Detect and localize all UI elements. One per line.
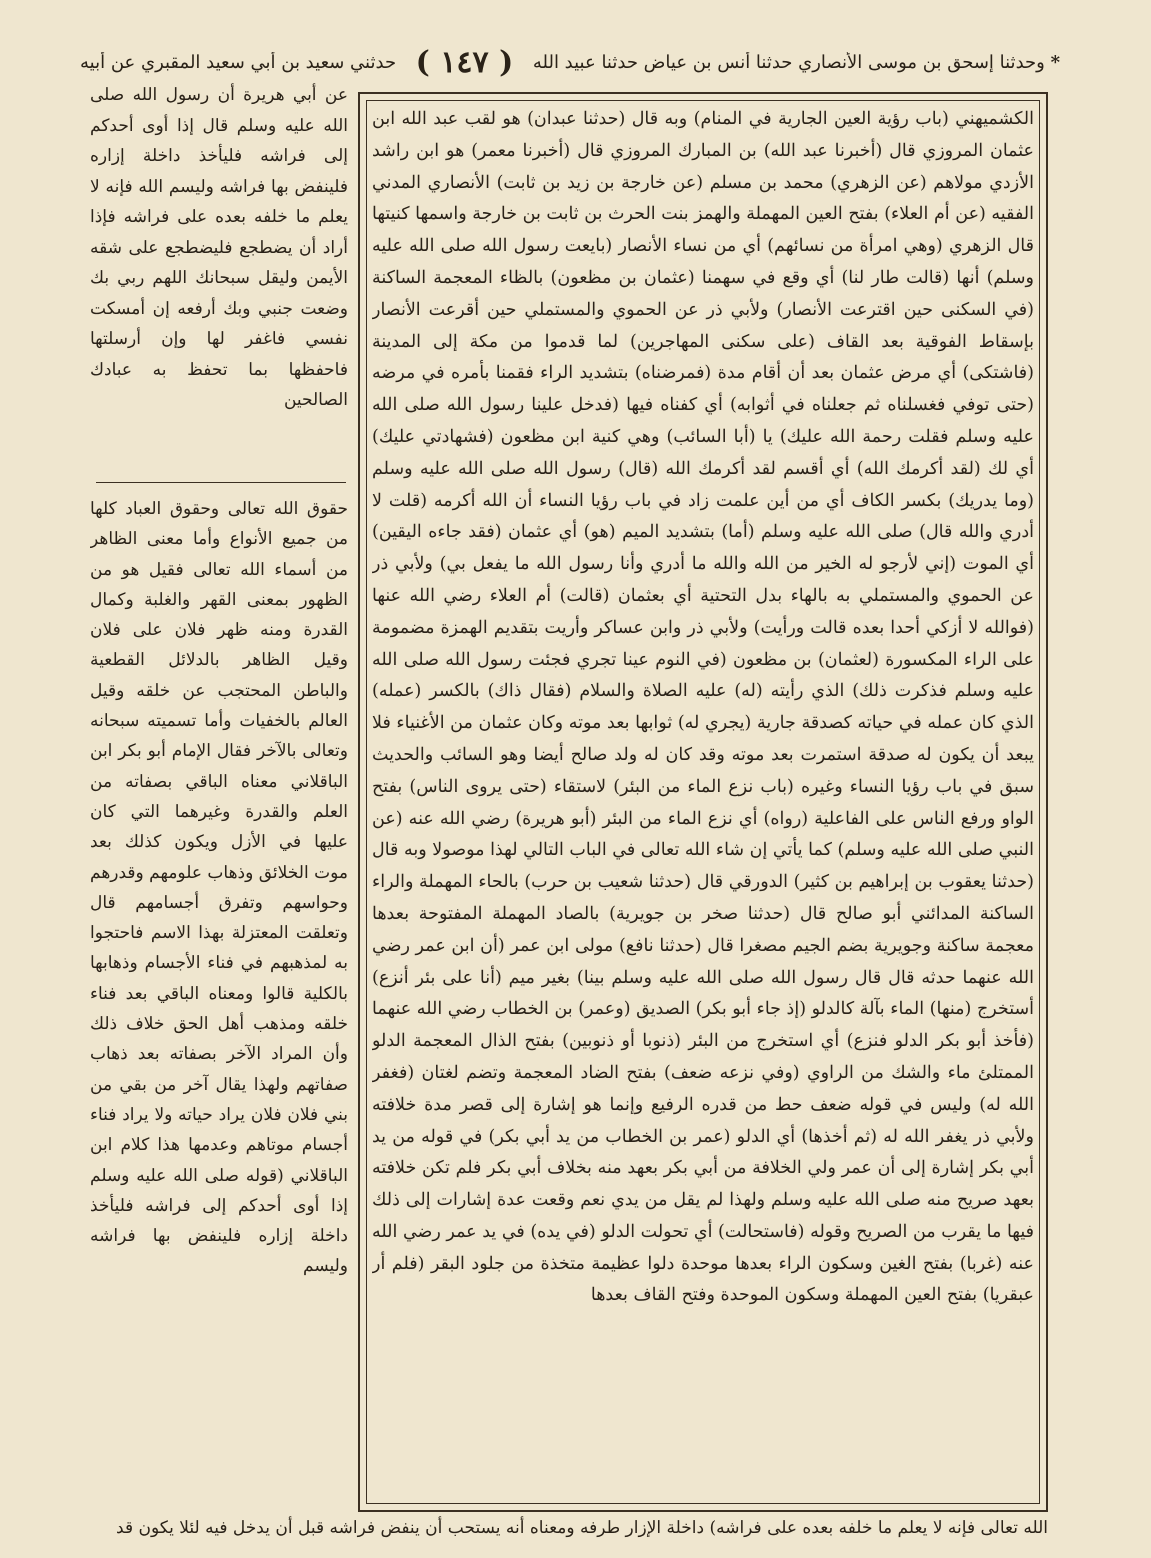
header-star-marker: *: [1050, 51, 1060, 73]
header-right-text: [533, 52, 1060, 73]
page-header: [80, 42, 1060, 82]
margin-divider: [96, 482, 346, 483]
commentary-margin-text: حقوق الله تعالى وحقوق العباد كلها من جميع الأنواع وأما معنى الظاهر من أسماء الله تعالى فقيل هو من الظهور بمعنى القهر والغلبة وكمال القدرة ومنه ظهر فلان على فلان وقيل الظاهر بالدلائل القطعية والباطن المحتجب عن خلقه وقيل العالم بالخفيات وأما تسميته سبحانه وتعالى بالآخر فقال الإمام أبو بكر ابن الباقلاني معناه الباقي بصفاته من العلم والقدرة وغيرهما التي كان عليها في الأزل ويكون كذلك بعد موت الخلائق وذهاب علومهم وقدرهم وحواسهم وتفرق أجسامهم قال وتعلقت المعتزلة بهذا الاسم فاحتجوا به لمذهبهم في فناء الأجسام وذهابها بالكلية قالوا ومعناه الباقي بعد فناء خلقه ومذهب أهل الحق خلاف ذلك وأن المراد الآخر بصفاته بعد ذهاب صفاتهم ولهذا يقال آخر من بقي من بني فلان فلان يراد حياته ولا يراد فناء أجسام موتاهم وعدمها هذا كلام ابن الباقلاني (قوله صلى الله عليه وسلم إذا أوى أحدكم إلى فراشه فليأخذ داخلة إزاره فلينفض بها فراشه وليسم: [90, 499, 348, 1277]
hadith-margin-text: عن أبي هريرة أن رسول الله صلى الله عليه وسلم قال إذا أوى أحدكم إلى فراشه فليأخذ داخلة إزاره فلينفض بها فراشه وليسم الله فإنه لا يعلم ما خلفه بعده على فراشه فإذا أراد أن يضطجع فليضطجع على شقه الأيمن وليقل سبحانك اللهم ربي بك وضعت جنبي وبك أرفعه إن أمسكت نفسي فاغفر لها وإن أرسلتها فاحفظها بما تحفظ به عبادك الصالحين: [90, 85, 348, 410]
header-right-line: وحدثنا إسحق بن موسى الأنصاري حدثنا أنس بن عياض حدثنا عبيد الله: [532, 51, 1045, 73]
header-left-text: حدثني سعيد بن أبي سعيد المقبري عن أبيه: [80, 51, 397, 73]
main-text-frame: [358, 92, 1048, 1512]
main-commentary-text: الكشميهني (باب رؤية العين الجارية في المنام) وبه قال (حدثنا عبدان) هو لقب عبد الله ابن عثمان المروزي قال (أخبرنا عبد الله) بن المبارك المروزي قال (أخبرنا معمر) هو ابن راشد الأزدي مولاهم (عن الزهري) محمد بن مسلم (عن خارجة بن زيد بن ثابت) الأنصاري المدني الفقيه (عن أم العلاء) بفتح العين المهملة والهمز بنت الحرث بن ثابت بن خارجة واسمها كنيتها قال الزهري (وهي امرأة من نسائهم) أي من نساء الأنصار (بايعت رسول الله صلى الله عليه وسلم) أنها (قالت طار لنا) أي وقع في سهمنا (عثمان بن مظعون) بالظاء المعجمة الساكنة (في السكنى حين اقترعت الأنصار) ولأبي ذر عن الحموي والمستملي حين أقرعت الأنصار بإسقاط الفوقية بعد القاف (على سكنى المهاجرين) لما قدموا من مكة إلى المدينة (فاشتكى) أي مرض عثمان بعد أن أقام مدة (فمرضناه) بتشديد الراء فقمنا بأمره في مرضه (حتى توفي فغسلناه ثم جعلناه في أثوابه) أي كفناه فيها (فدخل علينا رسول الله صلى الله عليه وسلم فقلت رحمة الله عليك) يا (أبا السائب) وهي كنية ابن مظعون (فشهادتي عليك) أي لك (لقد أكرمك الله) أي أقسم لقد أكرمك الله (قال) رسول الله صلى الله عليه وسلم (وما يدريك) بكسر الكاف أي من أين علمت زاد في باب رؤيا النساء أن الله أكرمه (قلت لا أدري والله قال) صلى الله عليه وسلم (أما) بتشديد الميم (هو) أي عثمان (فقد جاءه اليقين) أي الموت (إني لأرجو له الخير من الله والله ما أدري وأنا رسول الله ما يفعل بي) ولأبي ذر عن الحموي والمستملي به بالهاء بدل التحتية أي بعثمان (قالت) أم العلاء رضي الله عنها (فوالله لا أزكي أحدا بعده قالت ورأيت) ولأبي ذر وابن عساكر وأريت بتقديم الهمزة مضمومة على الراء المكسورة (لعثمان) بن مظعون (في النوم عينا تجري فجئت رسول الله صلى الله عليه وسلم فذكرت ذلك) الذي رأيته (له) عليه الصلاة والسلام (فقال ذاك) بالكسر (عمله) الذي كان عمله في حياته كصدقة جارية (يجري له) ثوابها بعد موته وكان عثمان من الأغنياء فلا يبعد أن يكون له صدقة استمرت بعد موته وقد كان له ولد صالح أيضا وهو السائب والحديث سبق في باب رؤيا النساء وغيره (باب نزع الماء من البئر) لاستقاء (حتى يروى الناس) بفتح الواو ورفع الناس على الفاعلية (رواه) أي نزع الماء من البئر (أبو هريرة) رضي الله عنه (عن النبي صلى الله عليه وسلم) كما يأتي إن شاء الله تعالى في الباب التالي لهذا موصولا وبه قال (حدثنا يعقوب بن إبراهيم بن كثير) الدورقي قال (حدثنا شعيب بن حرب) بالحاء المهملة والراء الساكنة المدائني أبو صالح قال (حدثنا صخر بن جويرية) بالصاد المهملة المفتوحة بعدها معجمة ساكنة وجويرية بضم الجيم مصغرا قال (حدثنا نافع) مولى ابن عمر (أن ابن عمر رضي الله عنهما حدثه قال قال رسول الله صلى الله عليه وسلم بينا) بغير ميم (أنا على بئر أنزع) أستخرج (منها) الماء بآلة كالدلو (إذ جاء أبو بكر) الصديق (وعمر) بن الخطاب رضي الله عنهما (فأخذ أبو بكر الدلو فنزع) أي استخرج من البئر (ذنوبا أو ذنوبين) بفتح الذال المعجمة الدلو الممتلئ ماء والشك من الراوي (وفي نزعه ضعف) بفتح الضاد المعجمة وتضم لغتان (فغفر الله له) وليس في قوله ضعف حط من قدره الرفيع وإنما هو إشارة إلى قصر مدة خلافته ولأبي ذر يغفر الله له (ثم أخذها) أي الدلو (عمر بن الخطاب من يد أبي بكر) في قوله من يد أبي بكر إشارة إلى أن عمر ولي الخلافة من أبي بكر بعهد منه بخلاف أبي بكر فلم تكن خلافته بعهد صريح منه صلى الله عليه وسلم ولهذا لم يقل من يدي نعم وقعت عدة إشارات إلى ذلك فيها ما يقرب من الصريح وقوله (فاستحالت) أي تحولت الدلو (في يده) في يد عمر رضي الله عنه (غربا) بفتح الغين وسكون الراء بعدها موحدة دلوا عظيمة متخذة من جلود البقر (فلم أر عبقريا) بفتح العين المهملة وسكون الموحدة وفتح القاف بعدها: [372, 109, 1034, 1306]
page-footer-text: الله تعالى فإنه لا يعلم ما خلفه بعده على فراشه) داخلة الإزار طرفه ومعناه أنه يستحب أن ينفض فراشه قبل أن يدخل فيه لئلا يكون قد: [116, 1518, 1048, 1538]
page-number: ( ١٤٧ ): [415, 44, 514, 80]
